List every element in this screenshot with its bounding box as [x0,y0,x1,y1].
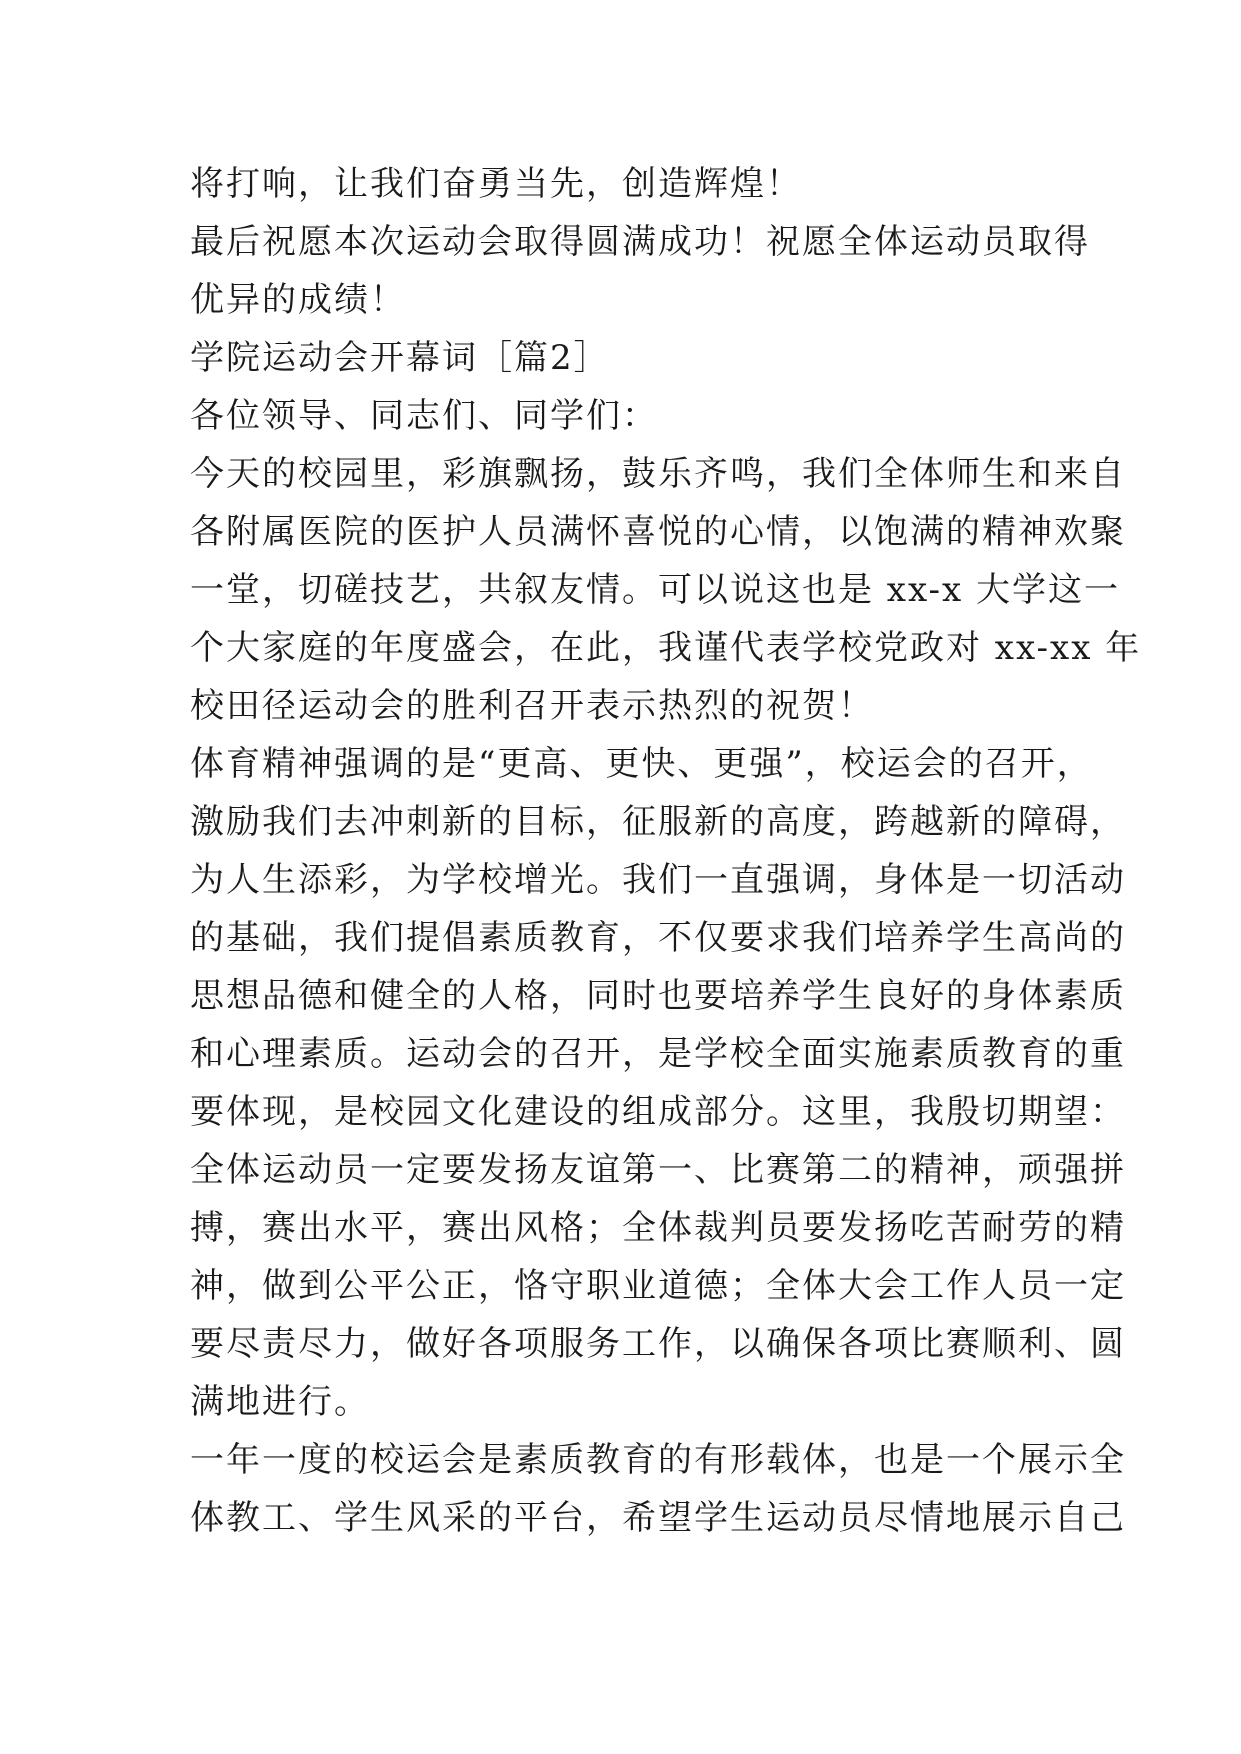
text-line: 一堂，切磋技艺，共叙友情。可以说这也是 xx-x 大学这一 [190,570,1121,610]
text-line: 神，做到公平公正，恪守职业道德；全体大会工作人员一定 [190,1266,1126,1306]
text-line: 全体运动员一定要发扬友谊第一、比赛第二的精神，顽强拼 [190,1150,1126,1190]
text-line: 激励我们去冲刺新的目标，征服新的高度，跨越新的障碍， [190,802,1126,842]
text-line: 满地进行。 [190,1382,370,1422]
text-line: 个大家庭的年度盛会，在此，我谨代表学校党政对 xx-xx 年 [190,628,1142,668]
document-body [190,155,1142,1547]
text-line: 和心理素质。运动会的召开，是学校全面实施素质教育的重 [190,1034,1126,1074]
text-line: 体教工、学生风采的平台，希望学生运动员尽情地展示自己 [190,1498,1126,1538]
text-line: 要尽责尽力，做好各项服务工作，以确保各项比赛顺利、圆 [190,1324,1126,1364]
salutation: 各位领导、同志们、同学们： [190,396,658,436]
text-line: 的基础，我们提倡素质教育，不仅要求我们培养学生高尚的 [190,918,1126,958]
text-line: 体育精神强调的是“更高、更快、更强”，校运会的召开， [190,744,1093,784]
text-line: 各附属医院的医护人员满怀喜悦的心情，以饱满的精神欢聚 [190,512,1126,552]
text-line: 最后祝愿本次运动会取得圆满成功！祝愿全体运动员取得 [190,222,1090,262]
text-line: 要体现，是校园文化建设的组成部分。这里，我殷切期望： [190,1092,1126,1132]
text-line: 搏，赛出水平，赛出风格；全体裁判员要发扬吃苦耐劳的精 [190,1208,1126,1248]
text-line: 将打响，让我们奋勇当先，创造辉煌！ [190,164,802,204]
text-line: 优异的成绩！ [190,280,406,320]
text-line: 思想品德和健全的人格，同时也要培养学生良好的身体素质 [190,976,1126,1016]
text-line: 今天的校园里，彩旗飘扬，鼓乐齐鸣，我们全体师生和来自 [190,454,1126,494]
text-line: 校田径运动会的胜利召开表示热烈的祝贺！ [190,686,874,726]
section-heading: 学院运动会开幕词［篇2］ [190,338,610,378]
text-line: 一年一度的校运会是素质教育的有形载体，也是一个展示全 [190,1440,1126,1480]
text-line: 为人生添彩，为学校增光。我们一直强调，身体是一切活动 [190,860,1126,900]
